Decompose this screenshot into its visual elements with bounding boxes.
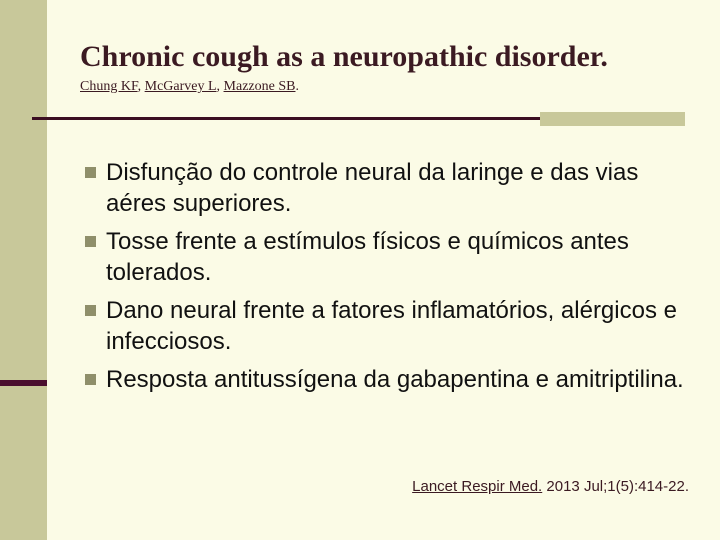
left-decorative-bar (0, 0, 47, 540)
bullet-item (85, 226, 705, 288)
title-divider (32, 117, 540, 120)
author-link-3[interactable]: Mazzone SB (223, 79, 296, 94)
square-bullet-icon (85, 305, 96, 316)
bullet-text: Disfunção do controle neural da laringe e das vias aéres superiores. (106, 159, 639, 217)
bullet-text: Resposta antitussígena da gabapentina e amitriptilina. (106, 366, 684, 393)
journal-link[interactable]: Lancet Respir Med. (412, 478, 543, 495)
author-list (80, 79, 299, 95)
author-separator: . (295, 79, 299, 94)
square-bullet-icon (85, 236, 96, 247)
bullet-item (85, 157, 705, 219)
bullet-text: Dano neural frente a fatores inflamatórios, alérgicos e infecciosos. (106, 297, 677, 355)
citation (412, 478, 689, 495)
citation-details: 2013 Jul;1(5):414-22. (542, 478, 689, 495)
bullet-item (85, 364, 705, 395)
author-separator: , (137, 79, 145, 94)
bullet-item (85, 295, 705, 357)
bullet-list (85, 157, 705, 402)
author-link-2[interactable]: McGarvey L (144, 79, 217, 94)
square-bullet-icon (85, 167, 96, 178)
left-accent-line (0, 380, 47, 386)
title-divider-accent (540, 112, 685, 126)
author-separator: , (216, 79, 224, 94)
square-bullet-icon (85, 374, 96, 385)
bullet-text: Tosse frente a estímulos físicos e químicos antes tolerados. (106, 228, 629, 286)
slide-title: Chronic cough as a neuropathic disorder. (80, 40, 608, 73)
author-link-1[interactable]: Chung KF (80, 79, 138, 94)
